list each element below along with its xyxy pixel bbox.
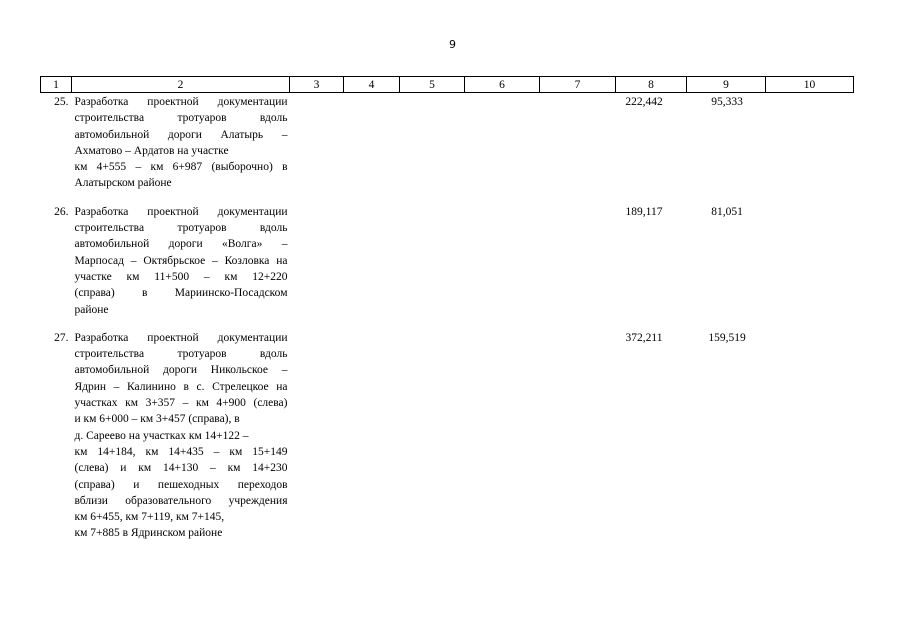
data-table (40, 76, 854, 553)
cell-col-8: 372,211 (625, 331, 663, 344)
row-description (72, 93, 290, 203)
header-col-1: 1 (41, 77, 72, 93)
header-col-8: 8 (616, 77, 687, 93)
cell-col-9: 81,051 (711, 205, 743, 218)
cell-col-4 (344, 329, 400, 553)
description-line: участке км 11+500 – км 12+220 (74, 270, 288, 283)
description-line: (справа) в Мариинско-Посадском (74, 287, 288, 300)
cell-col-7 (540, 329, 616, 553)
description-line: (справа) и пешеходных переходов (74, 478, 288, 491)
table-row (41, 329, 854, 553)
description-line: д. Сареево на участках км 14+122 – (74, 429, 249, 442)
description-line: Марпосад – Октябрьское – Козловка на (74, 254, 288, 267)
description-line: строительства тротуаров вдоль (74, 112, 288, 125)
description-line: строительства тротуаров вдоль (74, 222, 288, 235)
header-col-3: 3 (290, 77, 344, 93)
header-col-9: 9 (687, 77, 766, 93)
description-line: Ядрин – Калинино в с. Стрелецкое на (74, 380, 288, 393)
table-header (41, 77, 854, 93)
description-line: Ахматово – Ардатов на участке (74, 144, 229, 157)
row-number: 25. (54, 96, 69, 108)
header-col-2: 2 (72, 77, 290, 93)
header-row (41, 77, 854, 93)
cell-col-3 (290, 93, 344, 203)
page-number: 9 (449, 38, 456, 51)
description-line: районе (74, 303, 109, 316)
cell-col-8: 222,442 (625, 96, 663, 108)
cell-col-8: 189,117 (625, 205, 663, 218)
description-line: км 6+455, км 7+119, км 7+145, (74, 511, 225, 524)
row-description (72, 329, 290, 553)
cell-col-6 (465, 203, 540, 329)
cell-col-6 (465, 93, 540, 203)
description-line: Разработка проектной документации (74, 331, 288, 344)
cell-col-6 (465, 329, 540, 553)
row-number: 26. (54, 205, 69, 218)
description-line: автомобильной дороги Никольское – (74, 364, 288, 377)
row-number: 27. (54, 331, 69, 344)
table-body (41, 93, 854, 553)
cell-col-10 (766, 329, 854, 553)
header-col-10: 10 (766, 77, 854, 93)
description-line: Разработка проектной документации (74, 96, 288, 108)
description-line: вблизи образовательного учреждения (74, 494, 288, 507)
description-line: Алатырском районе (74, 177, 172, 190)
cell-col-3 (290, 203, 344, 329)
cell-col-9: 95,333 (711, 96, 743, 108)
header-col-7: 7 (540, 77, 616, 93)
header-col-6: 6 (465, 77, 540, 93)
description-line: автомобильной дороги «Волга» – (74, 238, 288, 251)
description-line: Разработка проектной документации (74, 205, 288, 218)
cell-col-7 (540, 93, 616, 203)
description-line: и км 6+000 – км 3+457 (справа), в (74, 413, 240, 426)
description-line: км 4+555 – км 6+987 (выборочно) в (74, 161, 288, 174)
cell-col-10 (766, 93, 854, 203)
table-row (41, 203, 854, 329)
description-line: автомобильной дороги Алатырь – (74, 128, 288, 141)
cell-col-7 (540, 203, 616, 329)
table-row (41, 93, 854, 203)
description-line: км 14+184, км 14+435 – км 15+149 (74, 445, 288, 458)
header-col-4: 4 (344, 77, 400, 93)
cell-col-4 (344, 93, 400, 203)
description-line: участках км 3+357 – км 4+900 (слева) (74, 397, 288, 410)
cell-col-10 (766, 203, 854, 329)
cell-col-5 (400, 329, 465, 553)
cell-col-9: 159,519 (708, 331, 746, 344)
row-description (72, 203, 290, 329)
cell-col-3 (290, 329, 344, 553)
cell-col-5 (400, 203, 465, 329)
description-line: (слева) и км 14+130 – км 14+230 (74, 462, 288, 475)
description-line: строительства тротуаров вдоль (74, 348, 288, 361)
header-col-5: 5 (400, 77, 465, 93)
cell-col-4 (344, 203, 400, 329)
cell-col-5 (400, 93, 465, 203)
description-line: км 7+885 в Ядринском районе (74, 527, 223, 540)
